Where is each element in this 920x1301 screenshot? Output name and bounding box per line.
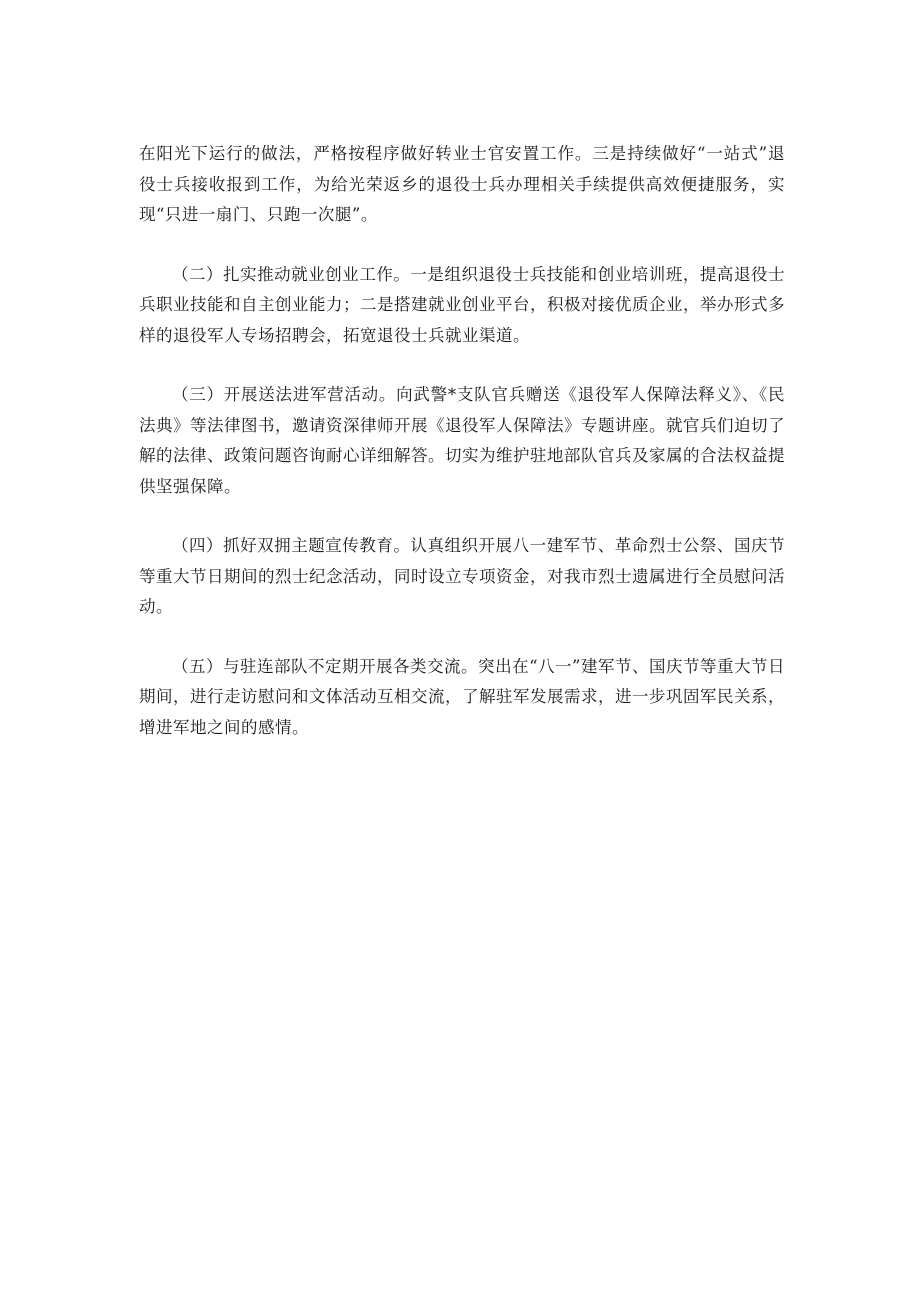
paragraph-law-outreach: （三）开展送法进军营活动。向武警*支队官兵赠送《退役军人保障法释义》、《民法典》等法律图书，邀请资深律师开展《退役军人保障法》专题讲座。就官兵们迫切了解的法律、政策问题咨询耐心详细解答。切实为维护驻地部队官兵及家属的合法权益提供坚强保障。 <box>139 385 785 496</box>
document-body <box>139 139 785 772</box>
paragraph-publicity: （四）抓好双拥主题宣传教育。认真组织开展八一建军节、革命烈士公祭、国庆节等重大节日期间的烈士纪念活动，同时设立专项资金，对我市烈士遗属进行全员慰问活动。 <box>139 536 785 616</box>
paragraph-exchange: （五）与驻连部队不定期开展各类交流。突出在“八一”建军节、国庆节等重大节日期间，进行走访慰问和文体活动互相交流，了解驻军发展需求，进一步巩固军民关系，增进军地之间的感情。 <box>139 656 785 737</box>
paragraph-employment: （二）扎实推动就业创业工作。一是组织退役士兵技能和创业培训班，提高退役士兵职业技能和自主创业能力；二是搭建就业创业平台，积极对接优质企业，举办形式多样的退役军人专场招聘会，拓宽退役士兵就业渠道。 <box>139 264 785 345</box>
paragraph-continuation: 在阳光下运行的做法，严格按程序做好转业士官安置工作。三是持续做好“一站式”退役士兵接收报到工作，为给光荣返乡的退役士兵办理相关手续提供高效便捷服务，实现“只进一扇门、只跑一次腿”。 <box>139 144 785 224</box>
